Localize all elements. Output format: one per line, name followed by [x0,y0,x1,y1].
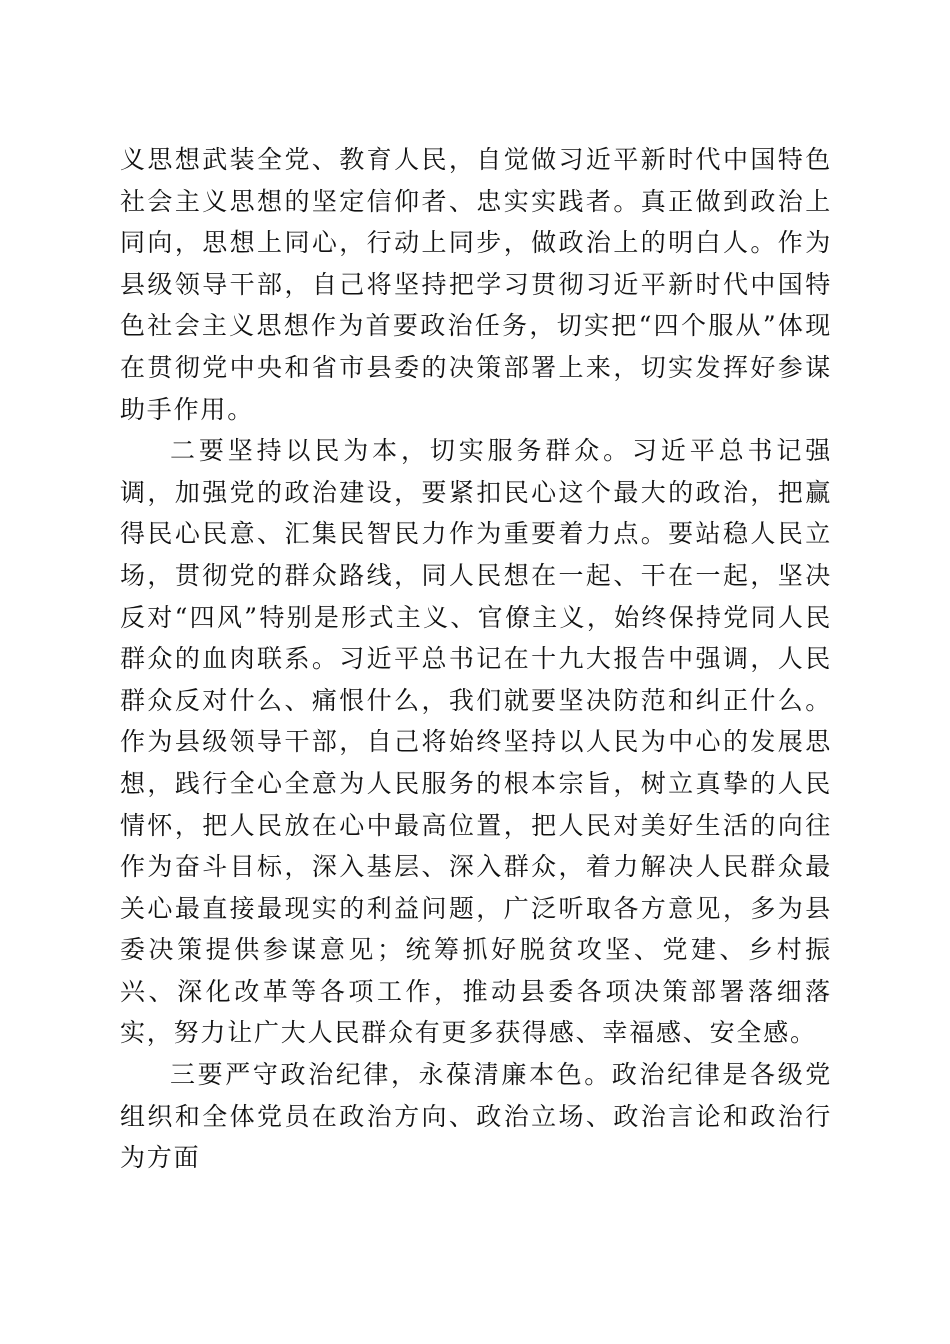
paragraph-continuation: 义思想武装全党、教育人民，自觉做习近平新时代中国特色社会主义思想的坚定信仰者、忠实实践者。真正做到政治上同向，思想上同心，行动上同步，做政治上的明白人。作为县级领导干部，自己将坚持把学习贯彻习近平新时代中国特色社会主义思想作为首要政治任务，切实把“四个服从”体现在贯彻党中央和省市县委的决策部署上来，切实发挥好参谋助手作用。 [120,145,832,424]
paragraph-political-discipline: 三要严守政治纪律，永葆清廉本色。政治纪律是各级党组织和全体党员在政治方向、政治立场、政治言论和政治行为方面 [120,1060,832,1173]
document-body [120,139,832,1179]
paragraph-serve-the-people: 二要坚持以民为本，切实服务群众。习近平总书记强调，加强党的政治建设，要紧扣民心这个最大的政治，把赢得民心民意、汇集民智民力作为重要着力点。要站稳人民立场，贯彻党的群众路线，同人民想在一起、干在一起，坚决反对“四风”特别是形式主义、官僚主义，始终保持党同人民群众的血肉联系。习近平总书记在十九大报告中强调，人民群众反对什么、痛恨什么，我们就要坚决防范和纠正什么。作为县级领导干部，自己将始终坚持以人民为中心的发展思想，践行全心全意为人民服务的根本宗旨，树立真挚的人民情怀，把人民放在心中最高位置，把人民对美好生活的向往作为奋斗目标，深入基层、深入群众，着力解决人民群众最关心最直接最现实的利益问题，广泛听取各方意见，多为县委决策提供参谋意见；统筹抓好脱贫攻坚、党建、乡村振兴、深化改革等各项工作，推动县委各项决策部署落细落实，努力让广大人民群众有更多获得感、幸福感、安全感。 [120,436,832,1048]
